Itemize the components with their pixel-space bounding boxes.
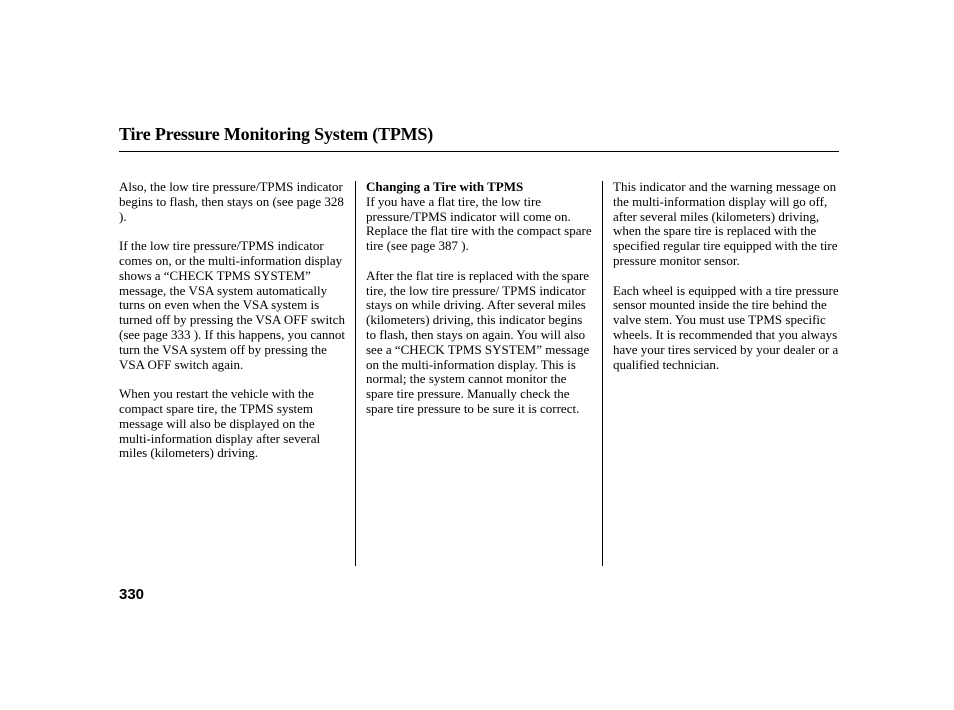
title-divider	[119, 151, 839, 152]
column-divider	[602, 181, 603, 566]
paragraph: When you restart the vehicle with the compact spare tire, the TPMS system message will also be displayed on the multi-information display after several miles (kilometers) driving.	[119, 386, 321, 461]
column-3	[613, 180, 841, 387]
paragraph: Also, the low tire pressure/TPMS indicator begins to flash, then stays on (see page 328 ).	[119, 179, 344, 224]
column-1	[119, 180, 347, 476]
page-number: 330	[119, 586, 145, 603]
section-block	[366, 180, 594, 254]
page-title: Tire Pressure Monitoring System (TPMS)	[119, 124, 434, 144]
paragraph: If you have a flat tire, the low tire pressure/TPMS indicator will come on. Replace the flat tire with the compact spare tire (see page 387 ).	[366, 193, 592, 254]
paragraph: Each wheel is equipped with a tire pressure sensor mounted inside the tire behind the valve stem. You must use TPMS specific wheels. It is recommended that you always have your tires serviced by your dealer or a qualified technician.	[613, 282, 839, 372]
column-divider	[355, 181, 356, 566]
paragraph: This indicator and the warning message on the multi-information display will go off, after several miles (kilometers) driving, when the spare tire is replaced with the specified regular tire equipped with the tire pressure monitor sensor.	[613, 179, 838, 268]
column-2	[366, 180, 594, 432]
paragraph: If the low tire pressure/TPMS indicator comes on, or the multi-information display shows a “CHECK TPMS SYSTEM” message, the VSA system automatically turns on even when the VSA system is turned off by pressing the VSA OFF switch (see page 333 ). If this happens, you cannot turn the VSA system off by pressing the VSA OFF switch again.	[119, 238, 345, 372]
paragraph: After the flat tire is replaced with the spare tire, the low tire pressure/ TPMS indicator stays on while driving. After several miles (kilometers) driving, this indicator begins to flash, then stays on again. You will also see a “CHECK TPMS SYSTEM” message on the multi-information display. This is normal; the system cannot monitor the spare tire pressure. Manually check the spare tire pressure to be sure it is correct.	[366, 267, 590, 416]
section-heading: Changing a Tire with TPMS	[366, 179, 524, 194]
